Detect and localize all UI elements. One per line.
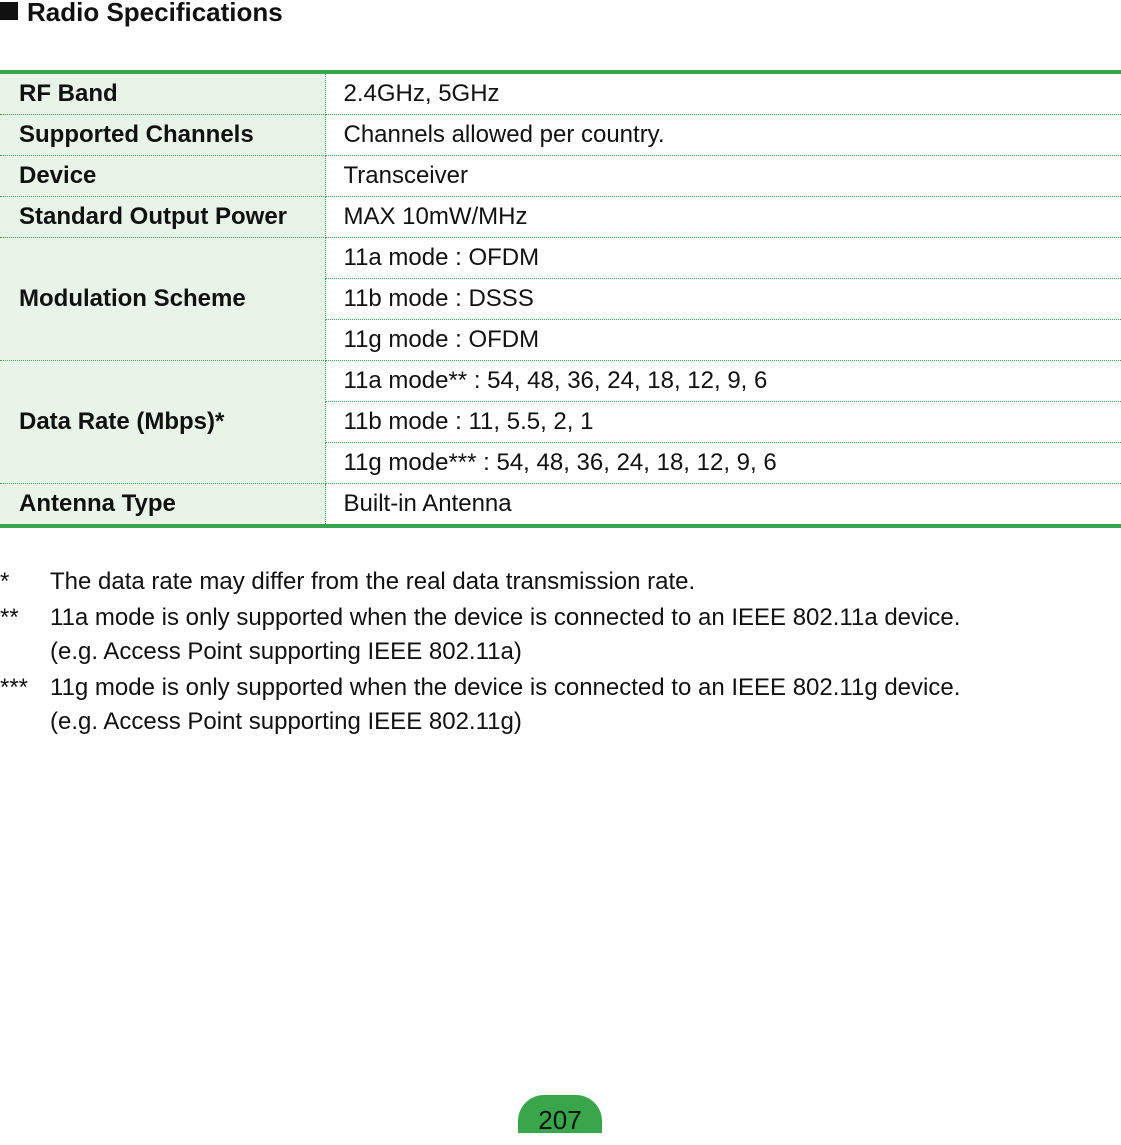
spec-label-data-rate: Data Rate (Mbps)* xyxy=(0,361,325,484)
section-title: Radio Specifications xyxy=(27,0,283,27)
spec-value-channels: Channels allowed per country. xyxy=(325,115,1121,156)
radio-specs-table xyxy=(0,70,1121,528)
footnote-text: (e.g. Access Point supporting IEEE 802.11g) xyxy=(50,708,522,735)
spec-label-antenna: Antenna Type xyxy=(0,484,325,527)
spec-value-device: Transceiver xyxy=(325,156,1121,197)
square-bullet-icon xyxy=(0,2,18,20)
table-row xyxy=(0,72,1121,115)
footnote-mark: * xyxy=(0,568,10,595)
spec-value-data-rate-11b: 11b mode : 11, 5.5, 2, 1 xyxy=(325,402,1121,443)
footnote-text: (e.g. Access Point supporting IEEE 802.11a) xyxy=(50,638,522,665)
section-heading xyxy=(0,0,283,30)
table-row xyxy=(0,238,1121,279)
spec-value-modulation-11b: 11b mode : DSSS xyxy=(325,279,1121,320)
spec-value-modulation-11g: 11g mode : OFDM xyxy=(325,320,1121,361)
spec-label-rf-band: RF Band xyxy=(0,72,325,115)
footnote-11a xyxy=(0,601,960,669)
table-row xyxy=(0,156,1121,197)
footnote-text: 11a mode is only supported when the device is connected to an IEEE 802.11a device. xyxy=(50,604,961,631)
table-row xyxy=(0,361,1121,402)
footnote-mark: ** xyxy=(0,604,19,631)
spec-label-device: Device xyxy=(0,156,325,197)
table-row xyxy=(0,115,1121,156)
footnotes xyxy=(0,565,960,741)
spec-value-modulation-11a: 11a mode : OFDM xyxy=(325,238,1121,279)
table-row xyxy=(0,197,1121,238)
footnote-mark: *** xyxy=(0,674,29,701)
table-row xyxy=(0,484,1121,527)
footnote-text: 11g mode is only supported when the device is connected to an IEEE 802.11g device. xyxy=(50,674,961,701)
spec-value-rf-band: 2.4GHz, 5GHz xyxy=(325,72,1121,115)
spec-value-power: MAX 10mW/MHz xyxy=(325,197,1121,238)
footnote-data-rate xyxy=(0,565,960,599)
spec-value-antenna: Built-in Antenna xyxy=(325,484,1121,527)
spec-label-modulation: Modulation Scheme xyxy=(0,238,325,361)
page-number: 207 xyxy=(518,1095,602,1133)
spec-label-channels: Supported Channels xyxy=(0,115,325,156)
spec-value-data-rate-11g: 11g mode*** : 54, 48, 36, 24, 18, 12, 9, 6 xyxy=(325,443,1121,484)
footnote-text: The data rate may differ from the real data transmission rate. xyxy=(50,568,696,595)
spec-value-data-rate-11a: 11a mode** : 54, 48, 36, 24, 18, 12, 9, 6 xyxy=(325,361,1121,402)
footnote-11g xyxy=(0,671,960,739)
spec-label-power: Standard Output Power xyxy=(0,197,325,238)
